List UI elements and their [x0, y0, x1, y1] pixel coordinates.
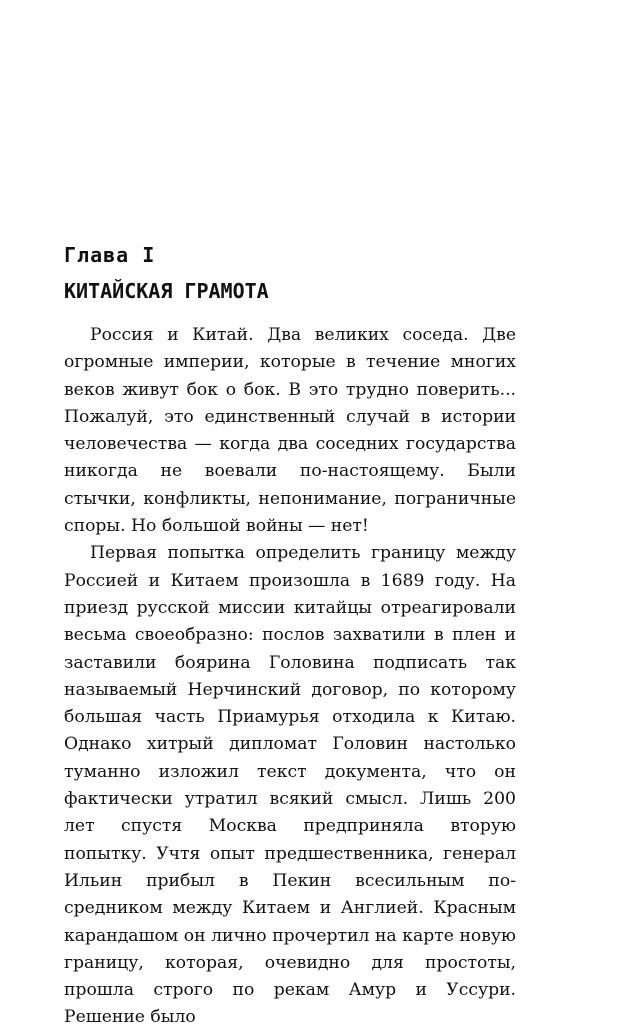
paragraph: Россия и Китай. Два великих соседа. Две огромные империи, которые в течение многих веков живут бок о бок. В это трудно поверить... Пожалуй, это единственный случай в истории человечества — когда два соседних государства никогда не воевали по-настоящему. Были стычки, конфликты, непонимание, пограничные споры. Но большой войны — нет! — [64, 325, 516, 537]
chapter-label: Глава I — [64, 243, 156, 267]
chapter-title: КИТАЙСКАЯ ГРАМОТА — [64, 279, 269, 303]
body-text — [64, 322, 516, 1032]
paragraph: Первая попытка определить границу между Россией и Китаем произошла в 1689 году. На приезд русской миссии китайцы отреагировали весьма своеобразно: послов захватили в плен и заставили боярина Головина подписать так называемый Нерчинский договор, по которому большая часть Приамурья отходила к Китаю. Однако хитрый дипломат Головин настолько туманно изложил текст документа, что он фактически утратил всякий смысл. Лишь 200 лет спустя Москва предприняла вторую попытку. Учтя опыт предшественника, генерал Ильин прибыл в Пекин всесильным посредником между Китаем и Англией. Красным карандашом он лично прочертил на карте новую границу, которая, очевидно для простоты, прошла строго по рекам Амур и Уссури. Решение было — [64, 543, 516, 1028]
